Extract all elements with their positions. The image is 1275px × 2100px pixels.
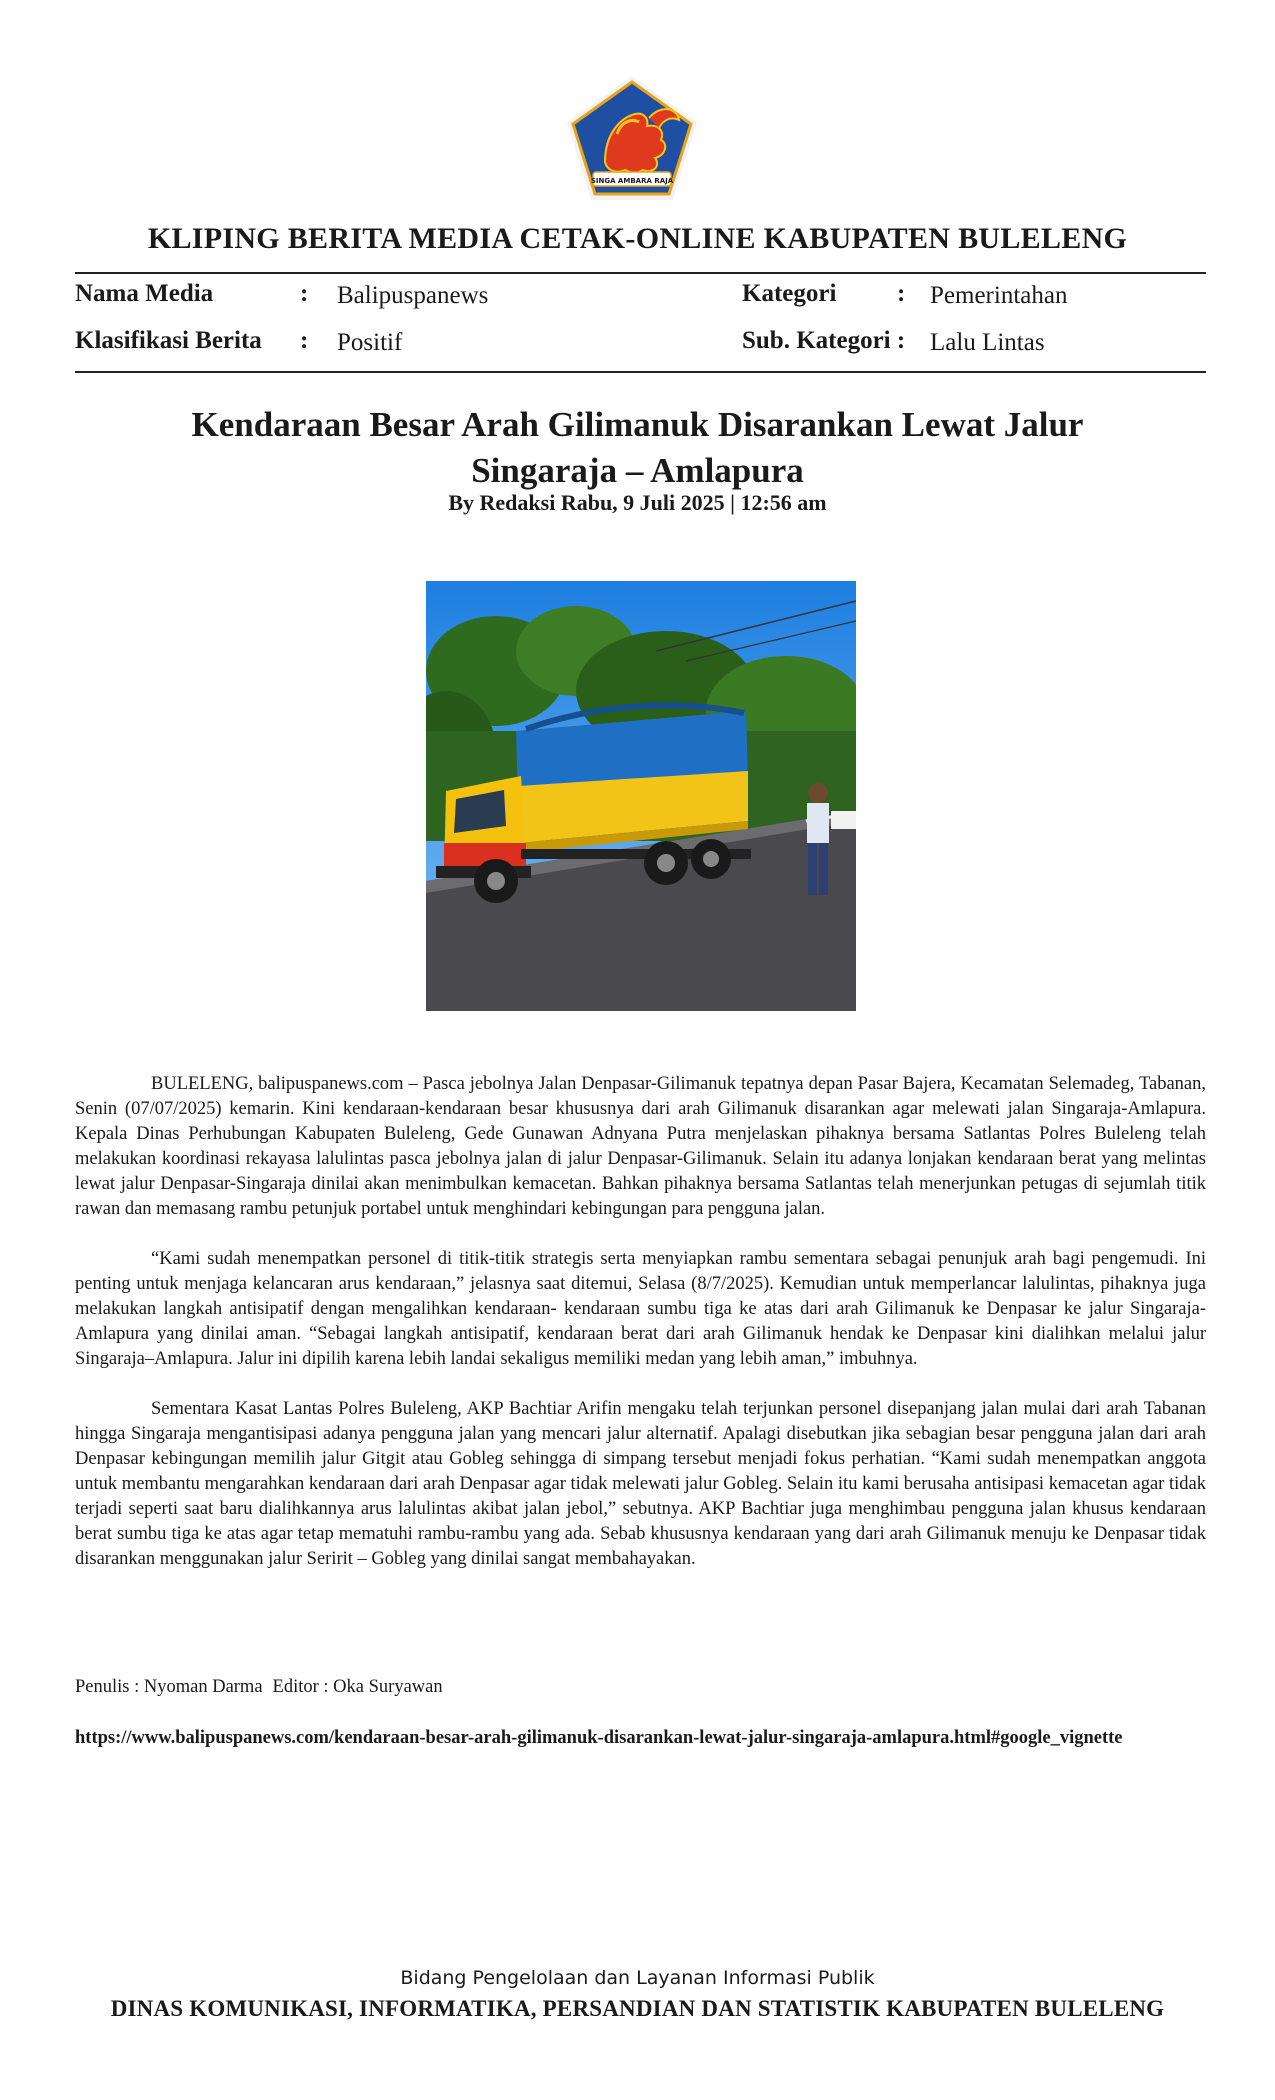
footer-department: Bidang Pengelolaan dan Layanan Informasi Publik <box>400 1967 875 1989</box>
article-body <box>75 1072 1206 1597</box>
clipping-header-title: KLIPING BERITA MEDIA CETAK-ONLINE KABUPATEN BULELENG <box>147 222 1128 255</box>
header-divider-top <box>75 272 1206 274</box>
article-photo-truck <box>426 581 856 1011</box>
nama-media-label: Nama Media <box>75 280 214 307</box>
klasifikasi-label: Klasifikasi Berita <box>75 327 262 354</box>
svg-text:SINGA AMBARA RAJA: SINGA AMBARA RAJA <box>590 177 674 185</box>
buleleng-emblem-logo <box>565 74 699 202</box>
source-url-link[interactable]: https://www.balipuspanews.com/kendaraan-besar-arah-gilimanuk-disarankan-lewat-jalur-singaraja-amlapura.html#google_vignette <box>75 1728 1123 1748</box>
penulis-credit: Penulis : Nyoman Darma <box>75 1677 263 1697</box>
article-paragraph: BULELENG, balipuspanews.com – Pasca jebolnya Jalan Denpasar-Gilimanuk tepatnya depan Pasar Bajera, Kecamatan Selemadeg, Tabanan, Senin (07/07/2025) kemarin. Kini kendaraan-kendaraan besar khususnya dari arah Gilimanuk disarankan agar melewati jalan Singaraja-Amlapura. Kepala Dinas Perhubungan Kabupaten Buleleng, Gede Gunawan Adnyana Putra menjelaskan pihaknya bersama Satlantas Polres Buleleng telah melakukan koordinasi rekayasa lalulintas pasca jebolnya jalan di jalur Denpasar-Gilimanuk. Selain itu adanya lonjakan kendaraan berat yang melintas lewat jalur Denpasar-Singaraja dinilai akan menimbulkan kemacetan. Bahkan pihaknya bersama Satlantas telah menerjunkan petugas di sejumlah titik rawan dan memasang rambu petunjuk portabel untuk menghindari kebingungan para pengguna jalan. <box>75 1074 1206 1219</box>
sub-kategori-label: Sub. Kategori : <box>742 327 906 354</box>
article-paragraph: “Kami sudah menempatkan personel di titik-titik strategis serta menyiapkan rambu sementara sebagai penunjuk arah bagi pengemudi. Ini penting untuk menjaga kelancaran arus kendaraan,” jelasnya saat ditemui, Selasa (8/7/2025). Kemudian untuk memperlancar lalulintas, pihaknya juga melakukan langkah antisipatif dengan mengalihkan kendaraan- kendaraan sumbu tiga ke atas dari arah Gilimanuk ke Denpasar ke jalur Singaraja-Amlapura yang dinilai aman. “Sebagai langkah antisipatif, kendaraan berat dari arah Gilimanuk hendak ke Denpasar kini dialihkan melalui jalur Singaraja–Amlapura. Jalur ini dipilih karena lebih landai sekaligus memiliki medan yang lebih aman,” imbuhnya. <box>75 1249 1206 1369</box>
article-credits <box>75 1677 453 1698</box>
footer-agency: DINAS KOMUNIKASI, INFORMATIKA, PERSANDIAN DAN STATISTIK KABUPATEN BULELENG <box>110 1996 1165 2021</box>
article-byline: By Redaksi Rabu, 9 Juli 2025 | 12:56 am <box>448 490 827 515</box>
colon: : <box>897 280 906 307</box>
kategori-label: Kategori <box>742 280 837 307</box>
klasifikasi-value: Positif <box>337 329 403 356</box>
sub-kategori-value: Lalu Lintas <box>930 329 1045 356</box>
kategori-value: Pemerintahan <box>930 282 1068 309</box>
article-paragraph: Sementara Kasat Lantas Polres Buleleng, AKP Bachtiar Arifin mengaku telah terjunkan personel disepanjang jalan mulai dari arah Tabanan hingga Singaraja mengantisipasi adanya pengguna jalan yang mencari jalur alternatif. Apalagi disebutkan jika sebagian besar pengguna jalan dari arah Denpasar kebingungan memilih jalur Gitgit atau Gobleg sehingga di simpang tersebut menjadi fokus perhatian. “Kami sudah menempatkan anggota untuk membantu mengarahkan kendaraan dari arah Denpasar agar tidak melewati jalur Gobleg. Selain itu kami berusaha antisipasi kemacetan agar tidak terjadi seperti saat baru dialihkannya arus lalulintas akibat jalan jebol,” sebutnya. AKP Bachtiar juga menghimbau pengguna jalan khusus kendaraan berat sumbu tiga ke atas agar tetap mematuhi rambu-rambu yang ada. Sebab khususnya kendaraan yang dari arah Gilimanuk menuju ke Denpasar tidak disarankan menggunakan jalur Seririt – Gobleg yang dinilai sangat membahayakan. <box>75 1399 1206 1569</box>
article-title: Kendaraan Besar Arah Gilimanuk Disarankan Lewat Jalur Singaraja – Amlapura <box>191 405 1084 490</box>
editor-credit: Editor : Oka Suryawan <box>272 1677 443 1697</box>
colon: : <box>300 280 309 307</box>
colon: : <box>300 327 309 354</box>
header-divider-bottom <box>75 371 1206 373</box>
nama-media-value: Balipuspanews <box>337 282 489 309</box>
